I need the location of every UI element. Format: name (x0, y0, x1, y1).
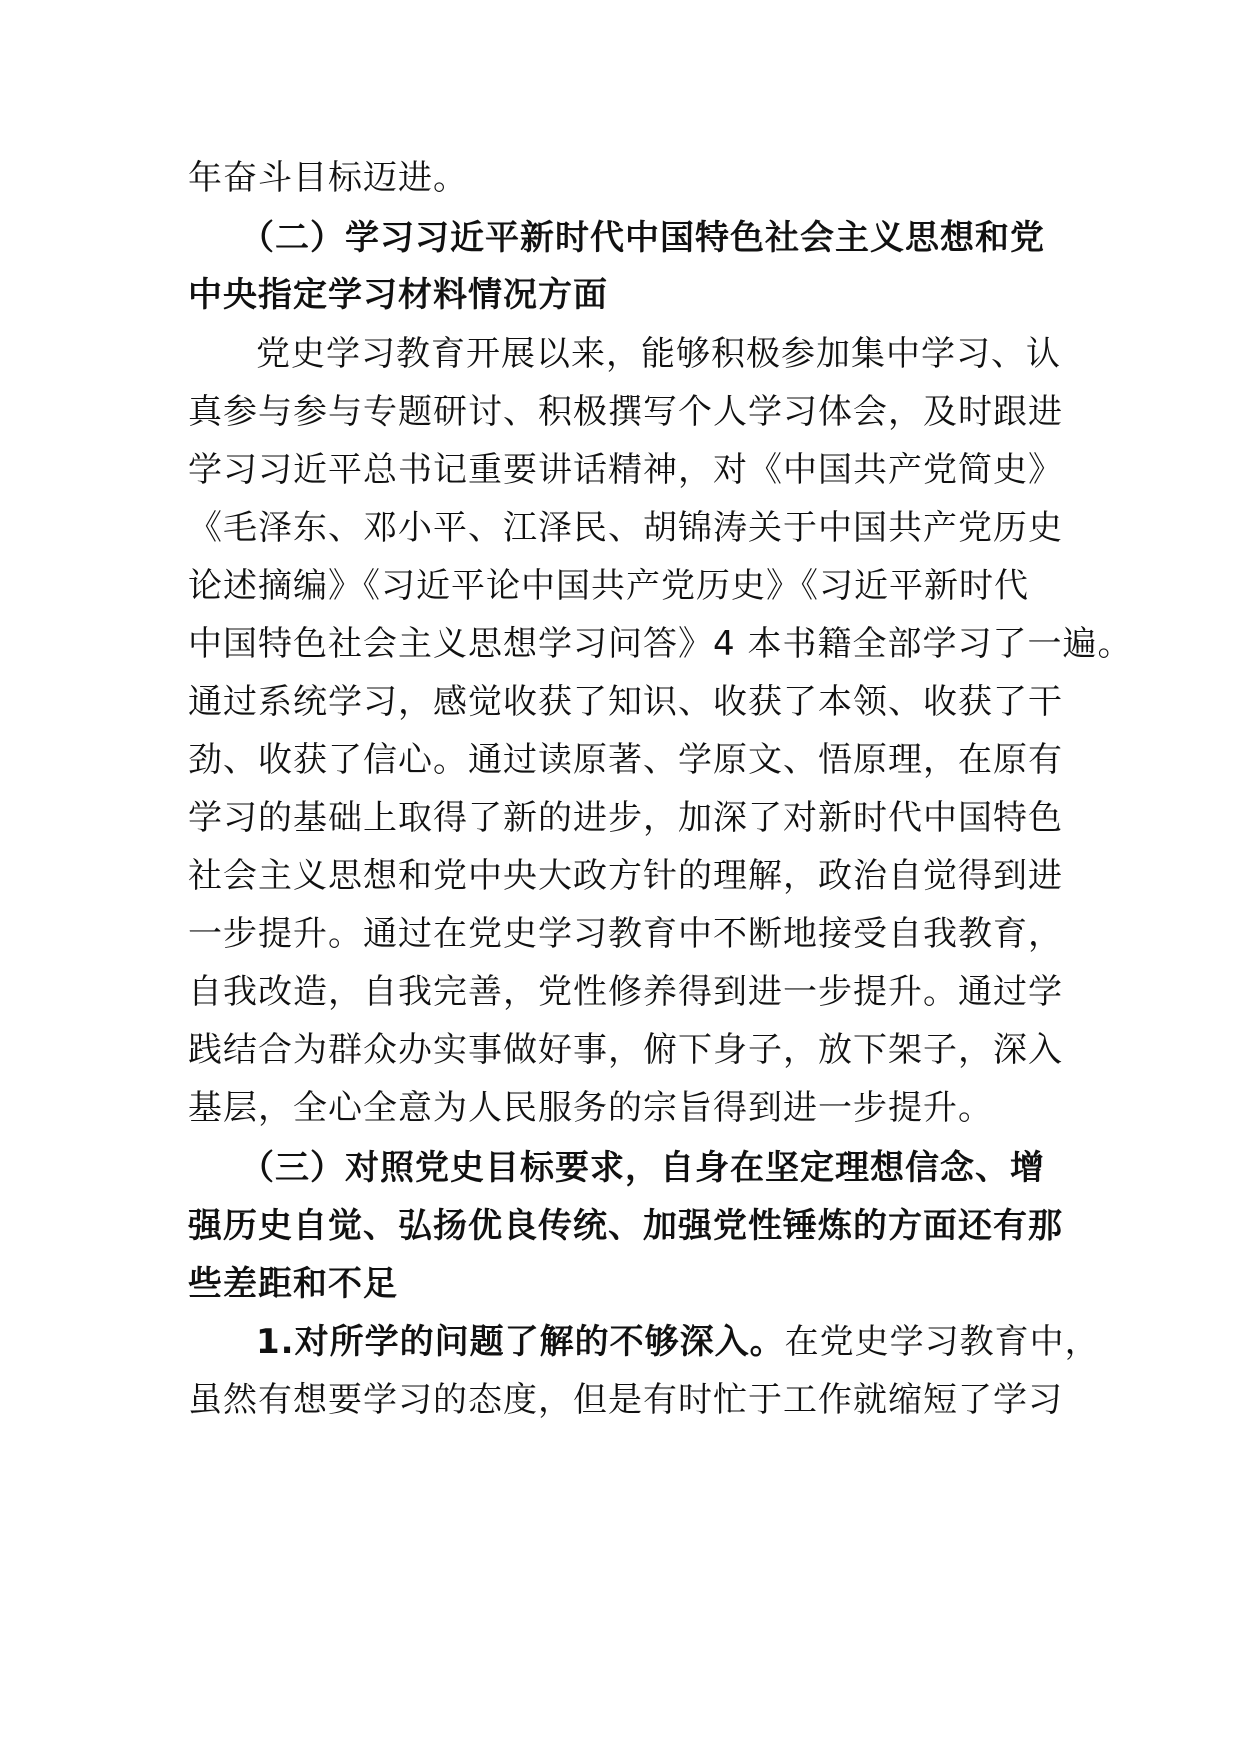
paragraph-line: 虽然有想要学习的态度，但是有时忙于工作就缩短了学习 (188, 1380, 1063, 1420)
paragraph-line: 年奋斗目标迈进。 (188, 158, 468, 198)
section-heading-2: （二）学习习近平新时代中国特色社会主义思想和党 (240, 218, 1045, 258)
section-heading-3-cont: 强历史自觉、弘扬优良传统、加强党性锤炼的方面还有那 (188, 1206, 1063, 1246)
paragraph-line: 践结合为群众办实事做好事，俯下身子，放下架子，深入 (188, 1030, 1063, 1070)
paragraph-line: 基层，全心全意为人民服务的宗旨得到进一步提升。 (188, 1088, 993, 1128)
paragraph-line: 自我改造，自我完善，党性修养得到进一步提升。通过学 (188, 972, 1063, 1012)
paragraph-line: 学习的基础上取得了新的进步，加深了对新时代中国特色 (188, 798, 1063, 838)
paragraph-line: 通过系统学习，感觉收获了知识、收获了本领、收获了干 (188, 682, 1063, 722)
paragraph-line: 论述摘编》《习近平论中国共产党历史》《习近平新时代 (188, 566, 1029, 606)
paragraph-text: 在党史学习教育中， (784, 1322, 1100, 1362)
section-heading-3-cont: 些差距和不足 (188, 1264, 398, 1304)
section-heading-2-cont: 中央指定学习材料情况方面 (188, 275, 608, 315)
subheading-point-1: 1.对所学的问题了解的不够深入。 (256, 1322, 785, 1362)
paragraph-line (256, 1322, 1100, 1362)
paragraph-line: 党史学习教育开展以来，能够积极参加集中学习、认 (256, 334, 1061, 374)
paragraph-line: 一步提升。通过在党史学习教育中不断地接受自我教育， (188, 914, 1063, 954)
paragraph-line: 真参与参与专题研讨、积极撰写个人学习体会，及时跟进 (188, 392, 1063, 432)
section-heading-3: （三）对照党史目标要求，自身在坚定理想信念、增 (240, 1148, 1045, 1188)
paragraph-line: 《毛泽东、邓小平、江泽民、胡锦涛关于中国共产党历史 (188, 508, 1063, 548)
paragraph-line: 中国特色社会主义思想学习问答》4 本书籍全部学习了一遍。 (188, 624, 1133, 664)
paragraph-line: 社会主义思想和党中央大政方针的理解，政治自觉得到进 (188, 856, 1063, 896)
paragraph-line: 学习习近平总书记重要讲话精神，对《中国共产党简史》 (188, 450, 1063, 490)
paragraph-line: 劲、收获了信心。通过读原著、学原文、悟原理，在原有 (188, 740, 1063, 780)
